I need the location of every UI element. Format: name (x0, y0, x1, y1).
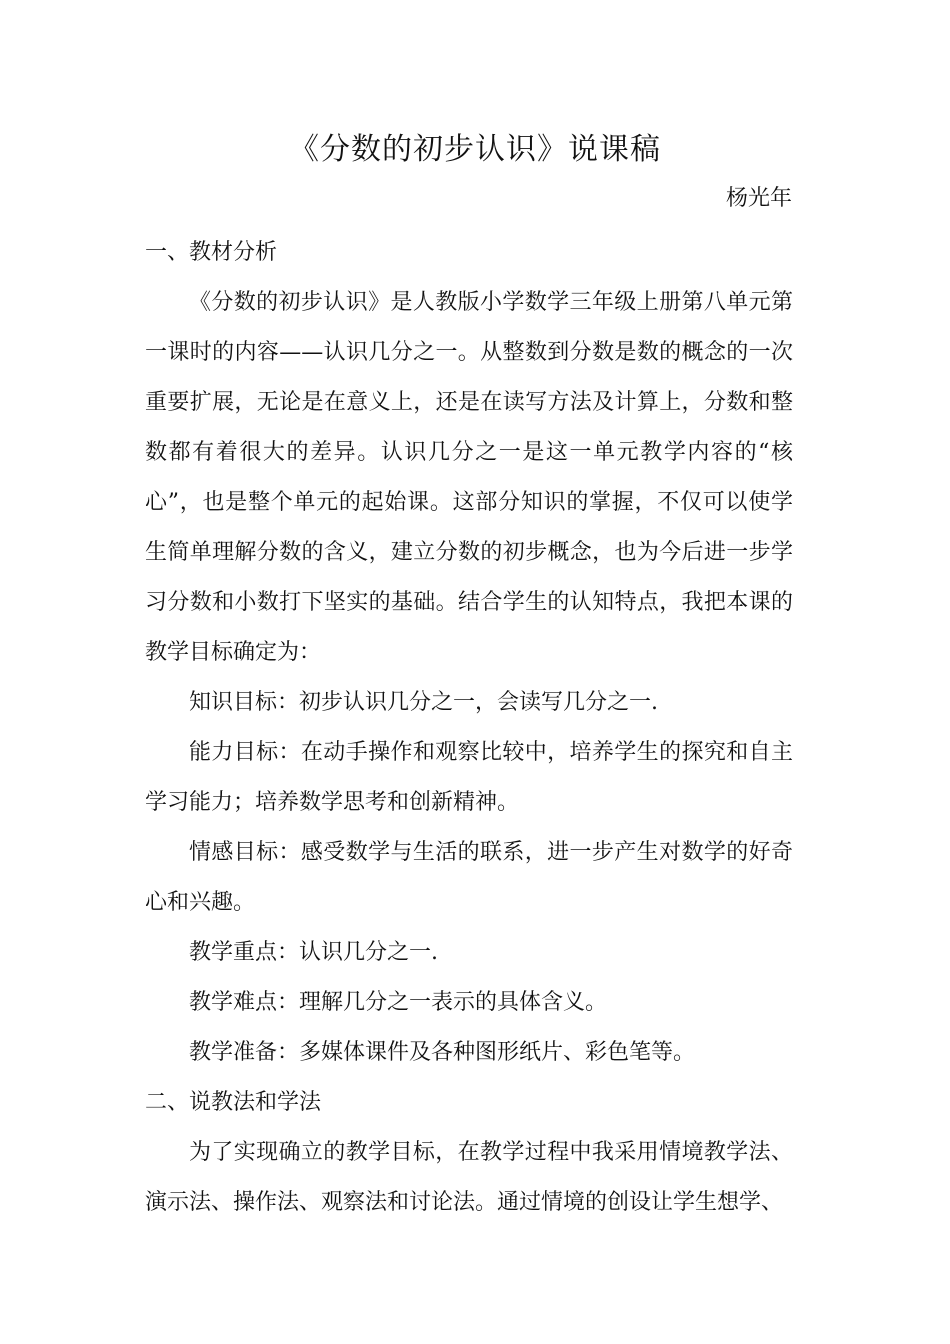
paragraph-emotion-goal: 情感目标：感受数学与生活的联系，进一步产生对数学的好奇心和兴趣。 (145, 840, 793, 915)
section-heading-2: 二、说教法和学法 (145, 1090, 322, 1115)
document-body (145, 228, 793, 1228)
paragraph-ability-goal: 能力目标：在动手操作和观察比较中，培养学生的探究和自主学习能力；培养数学思考和创新精神。 (145, 740, 793, 815)
paragraph-key-point: 教学重点：认识几分之一. (189, 940, 438, 965)
paragraph-knowledge-goal: 知识目标：初步认识几分之一，会读写几分之一. (189, 690, 658, 715)
paragraph-textbook-analysis: 《分数的初步认识》是人教版小学数学三年级上册第八单元第一课时的内容——认识几分之一。从整数到分数是数的概念的一次重要扩展，无论是在意义上，还是在读写方法及计算上，分数和整数都有着很大的差异。认识几分之一是这一单元教学内容的“核心”，也是整个单元的起始课。这部分知识的掌握，不仅可以使学生简单理解分数的含义，建立分数的初步概念，也为今后进一步学习分数和小数打下坚实的基础。结合学生的认知特点，我把本课的教学目标确定为： (145, 290, 793, 665)
author-name: 杨光年 (725, 186, 792, 211)
section-heading-1: 一、教材分析 (145, 240, 278, 265)
paragraph-difficulty: 教学难点：理解几分之一表示的具体含义。 (189, 990, 608, 1015)
paragraph-teaching-methods: 为了实现确立的教学目标，在教学过程中我采用情境教学法、演示法、操作法、观察法和讨论法。通过情境的创设让学生想学、 (145, 1140, 793, 1215)
paragraph-preparation: 教学准备：多媒体课件及各种图形纸片、彩色笔等。 (189, 1040, 696, 1065)
page-title: 《分数的初步认识》说课稿 (289, 132, 661, 167)
